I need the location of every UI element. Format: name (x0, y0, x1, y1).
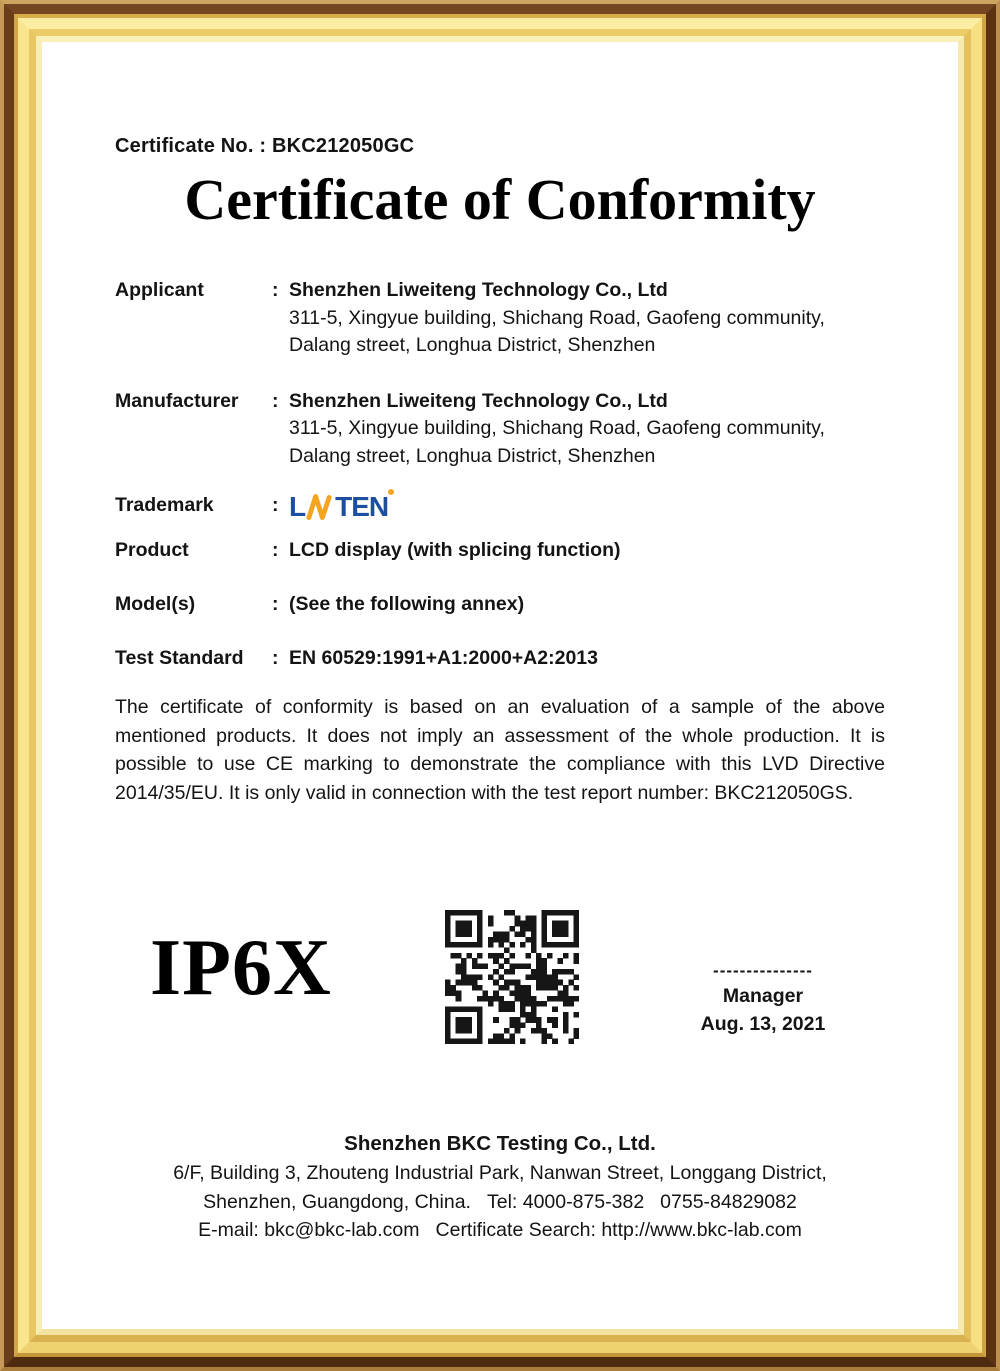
conformity-statement (115, 693, 885, 807)
signature-role: Manager (722, 985, 804, 1007)
models-label: Model(s) (115, 593, 196, 615)
trademark-logo-letters-ten: TEN (335, 491, 389, 522)
manufacturer-address-line1: 311-5, Xingyue building, Shichang Road, Gaofeng community, (289, 417, 825, 439)
test-standard-value: EN 60529:1991+A1:2000+A2:2013 (289, 646, 598, 669)
trademark-logo-w-glyph-icon (306, 493, 333, 521)
rating-qr-signature-band (42, 900, 958, 1065)
product-value: LCD display (with splicing function) (289, 538, 621, 561)
models-value: (See the following annex) (289, 593, 525, 615)
certificate-number: Certificate No. : BKC212050GC (115, 135, 415, 157)
models-colon: : (272, 593, 279, 615)
product-label: Product (115, 538, 189, 561)
certificate-fields (115, 277, 885, 672)
trademark-label: Trademark (115, 494, 214, 516)
manufacturer-colon: : (272, 389, 279, 412)
ip-rating: IP6X (150, 924, 332, 1012)
issuer-company: Shenzhen BKC Testing Co., Ltd. (344, 1132, 656, 1155)
statement-line-4: 2014/35/EU. It is only valid in connection with the test report number: BKC212050GS. (115, 781, 854, 804)
certificate-content (42, 42, 958, 1329)
issuer-email: E-mail: bkc@bkc-lab.com (198, 1219, 420, 1241)
field-models (115, 591, 885, 619)
certificate-title: Certificate of Conformity (184, 167, 816, 232)
issuer-address: 6/F, Building 3, Zhouteng Industrial Park, Nanwan Street, Longgang District, (173, 1162, 827, 1184)
test-standard-colon: : (272, 646, 279, 669)
issuer-tel: Tel: 4000-875-382 (486, 1190, 645, 1213)
qr-code (445, 910, 579, 1044)
statement-line-1: The certificate of conformity is based on an evaluation of a sample of the above (115, 696, 885, 718)
issuer-certificate-search: Certificate Search: http://www.bkc-lab.com (435, 1219, 802, 1241)
signature-date: Aug. 13, 2021 (700, 1013, 826, 1035)
signature-block (688, 962, 838, 1038)
trademark-logo-letter-l: L (289, 491, 306, 522)
field-test-standard (115, 645, 885, 673)
issuer-contact-line (42, 1216, 958, 1245)
applicant-value (289, 277, 885, 360)
signature-line: --------------- (713, 961, 813, 980)
field-manufacturer (115, 388, 885, 471)
applicant-address-line1: 311-5, Xingyue building, Shichang Road, Gaofeng community, (289, 306, 825, 329)
trademark-logo (289, 492, 388, 522)
manufacturer-value (289, 388, 885, 471)
issuer-location: Shenzhen, Guangdong, China. (203, 1190, 471, 1213)
field-trademark (115, 492, 885, 525)
manufacturer-address-line2: Dalang street, Longhua District, Shenzhen (289, 444, 656, 467)
issuer-footer (42, 1129, 958, 1245)
manufacturer-label: Manufacturer (115, 389, 239, 412)
applicant-address-line2: Dalang street, Longhua District, Shenzhen (289, 334, 656, 356)
field-applicant (115, 277, 885, 360)
manufacturer-company: Shenzhen Liweiteng Technology Co., Ltd (289, 389, 668, 412)
field-product (115, 537, 885, 565)
applicant-company: Shenzhen Liweiteng Technology Co., Ltd (289, 279, 668, 301)
trademark-colon: : (272, 494, 279, 516)
statement-line-2: mentioned products. It does not imply an assessment of the whole production. It is (115, 724, 885, 747)
product-colon: : (272, 538, 279, 561)
issuer-location-tel-line (42, 1188, 958, 1217)
applicant-label: Applicant (115, 279, 204, 301)
issuer-tel-alt: 0755-84829082 (660, 1190, 797, 1213)
test-standard-label: Test Standard (115, 646, 244, 669)
applicant-colon: : (272, 279, 279, 301)
statement-line-3: possible to use CE marking to demonstrate the compliance with this LVD Directive (115, 753, 885, 775)
